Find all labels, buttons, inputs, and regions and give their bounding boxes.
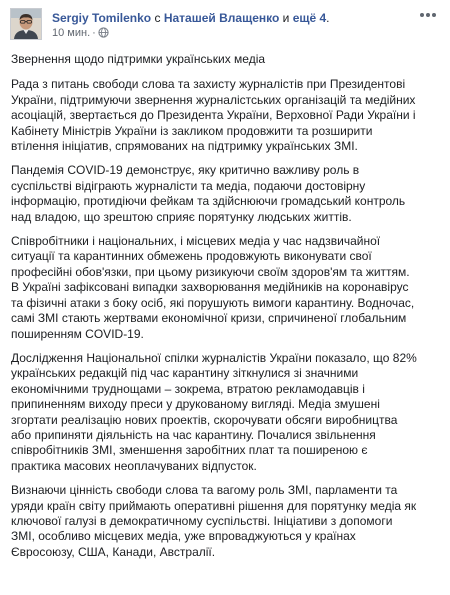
post-paragraph: Визнаючи цінність свободи слова та вагому роль ЗМІ, парламенти та уряди країн світу приймають оперативні рішення для порятунку медіа як ключової галузі в демократичному суспільстві. Ініціативи з допомоги ЗМІ, особливо місцевих медіа, уже впроваджуються у країнах Євросоюзу, США, Канади, Австралії. — [11, 483, 417, 559]
post-paragraph: Пандемія COVID-19 демонструє, яку критично важливу роль в суспільстві відіграють журналісти та медіа, подаючи достовірну інформацію, протидіючи фейкам та здійснюючи громадський контроль над владою, що зрештою сприяє порятунку людських життів. — [11, 163, 406, 224]
post-paragraph: Співробітники і національних, і місцевих медіа у час надзвичайної ситуації та карантинних обмежень продовжують виконувати свої професійні обов'язки, при цьому ризикуючи своїм здоров'ям та життям. В Україні зафіксовані випадки захворювання медійників на коронавірус та фізичні атаки з боку осіб, які порушують вимоги карантину. Водночас, самі ЗМІ стають жертвами економічної кризи, спричиненої глобальним поширенням COVID-19. — [11, 234, 415, 341]
post-body — [11, 52, 431, 569]
with-prefix: с — [154, 11, 161, 25]
post-paragraph: Дослідження Національної спілки журналістів України показало, що 82% українських редакцій під час карантину зіткнулися зі значними економічними труднощами – зокрема, втратою рекламодавців і припиненням виходу преси у друкованому вигляді. Медіа змушені згортати реалізацію нових проектів, скорочувати обсяги виробництва або припиняти діяльність на час карантину. Почалися звільнення співробітників ЗМІ, зменшення заробітних плат та поширеною є практика масових неоплачуваних відпусток. — [11, 350, 417, 473]
post-header — [0, 0, 450, 46]
tagged-others-label: ещё 4 — [292, 11, 327, 25]
profile-photo — [11, 9, 41, 39]
author-line — [52, 11, 330, 26]
author-line-period: . — [326, 11, 330, 25]
post-paragraph: Рада з питань свободи слова та захисту журналістів при Президентові України, підтримуючи звернення журналістських організацій та медійних асоціацій, звертається до Президента України, Верховної Ради України і Кабінету Міністрів України із закликом продовжити та розширити втілення ініціатив, спрямованих на підтримку українських ЗМІ. — [11, 77, 416, 154]
post-meta — [52, 27, 109, 42]
tagged-person-link[interactable]: Наташей Влащенко — [163, 11, 280, 25]
tagged-others-link[interactable] — [293, 11, 326, 25]
meta-separator: · — [92, 27, 96, 39]
globe-icon[interactable] — [98, 27, 109, 42]
and-text: и — [282, 11, 290, 25]
post-title: Звернення щодо підтримки українських медіа — [11, 52, 266, 66]
post-timestamp[interactable]: 10 мин. — [52, 27, 91, 39]
avatar[interactable] — [10, 8, 42, 40]
author-name[interactable]: Sergiy Tomilenko — [52, 11, 152, 25]
more-options-icon[interactable] — [418, 8, 438, 22]
